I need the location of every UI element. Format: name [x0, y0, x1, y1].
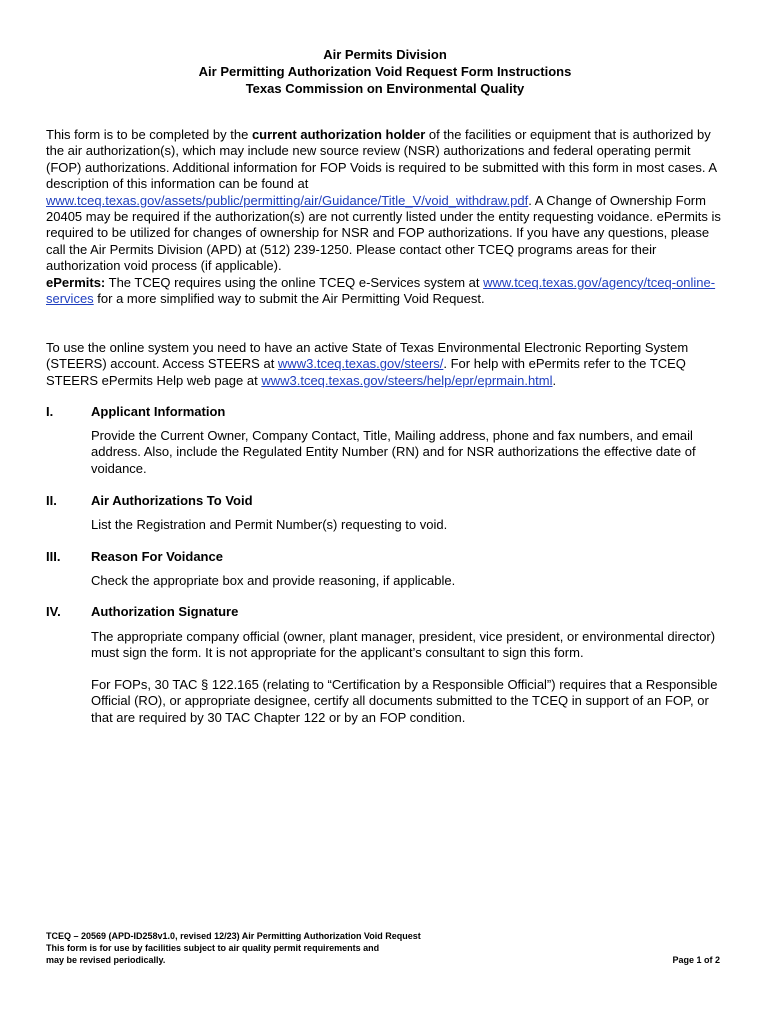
section-body-signature: The appropriate company official (owner, plant manager, president, vice president, or environmental director) must sign the form. It is not appropriate for the applicant’s consultant to sign this form.	[91, 629, 716, 661]
section-body-reason: Check the appropriate box and provide reasoning, if applicable.	[91, 573, 456, 588]
section-title-reason: Reason For Voidance	[91, 549, 223, 564]
steers-help-link[interactable]: www3.tceq.texas.gov/steers/help/epr/eprmain.html	[261, 372, 553, 388]
section-title-applicant: Applicant Information	[91, 404, 226, 419]
footer-usage-note: This form is for use by facilities subject to air quality permit requirements and	[46, 943, 380, 953]
epermits-text: The TCEQ requires using the online TCEQ e-Services system at	[105, 274, 484, 290]
steers-link[interactable]: www3.tceq.texas.gov/steers/	[277, 356, 444, 372]
epermits-text: for a more simplified way to submit the Air Permitting Void Request.	[93, 291, 485, 307]
section-number: III.	[46, 549, 61, 564]
section-number: IV.	[46, 604, 61, 619]
header-agency: Texas Commission on Environmental Quality	[245, 81, 525, 96]
document-footer	[46, 930, 466, 966]
intro-text: of the facilities or equipment that is authorized by the air authorization(s), which may include new source review (NSR) authorizations and federal operating permit (FOP) authorizations. Additional information for FOP Voids is required to be submitted with this form in most cases. A description of this information can be found at	[46, 127, 717, 192]
section-title-authorizations: Air Authorizations To Void	[91, 493, 253, 508]
steers-text: . For help with ePermits refer to the TCEQ STEERS ePermits Help web page at	[46, 356, 686, 388]
intro-text: . A Change of Ownership Form 20405 may be required if the authorization(s) are not currently listed under the entity requesting voidance. ePermits is required to be utilized for changes of ownership for NSR and FOP authorizations. If you have any questions, please call the Air Permits Division (APD) at (512) 239-1250. Please contact other TCEQ programs areas for their authorization void process (if applicable).	[46, 192, 721, 274]
intro-text: This form is to be completed by the	[46, 127, 252, 142]
steers-text: .	[552, 372, 557, 388]
section-body-fop-certification: For FOPs, 30 TAC § 122.165 (relating to “Certification by a Responsible Official”) requires that a Responsible Official (RO), or appropriate designee, certify all documents submitted to the TCEQ in support of an FOP, or that are required by 30 TAC Chapter 122 or by an FOP condition.	[91, 677, 718, 725]
document-header	[0, 46, 770, 97]
page-number: Page 1 of 2	[672, 955, 720, 965]
header-form-title: Air Permitting Authorization Void Request Form Instructions	[198, 64, 572, 79]
section-body-authorizations: List the Registration and Permit Number(s) requesting to void.	[91, 517, 448, 532]
steers-paragraph	[46, 340, 726, 389]
epermits-label: ePermits:	[46, 274, 106, 290]
footer-revision-note: may be revised periodically.	[46, 955, 166, 965]
section-number: I.	[46, 404, 54, 419]
section-number: II.	[46, 493, 57, 508]
section-body-applicant: Provide the Current Owner, Company Contact, Title, Mailing address, phone and fax numbers, and email address. Also, include the Regulated Entity Number (RN) and for NSR authorizations the effective date of voidance.	[91, 428, 696, 476]
footer-form-id: TCEQ – 20569 (APD-ID258v1.0, revised 12/23) Air Permitting Authorization Void Request	[46, 931, 421, 941]
header-division: Air Permits Division	[323, 47, 447, 62]
intro-paragraph	[46, 127, 726, 307]
section-title-signature: Authorization Signature	[91, 604, 239, 619]
intro-bold-holder: current authorization holder	[251, 127, 426, 142]
void-withdraw-guidance-link[interactable]: www.tceq.texas.gov/assets/public/permitting/air/Guidance/Title_V/void_withdraw.pdf	[46, 192, 529, 208]
steers-text: To use the online system you need to have an active State of Texas Environmental Electronic Reporting System (STEERS) account. Access STEERS at	[46, 340, 689, 372]
online-services-link[interactable]: www.tceq.texas.gov/agency/tceq-online-services	[46, 274, 716, 307]
